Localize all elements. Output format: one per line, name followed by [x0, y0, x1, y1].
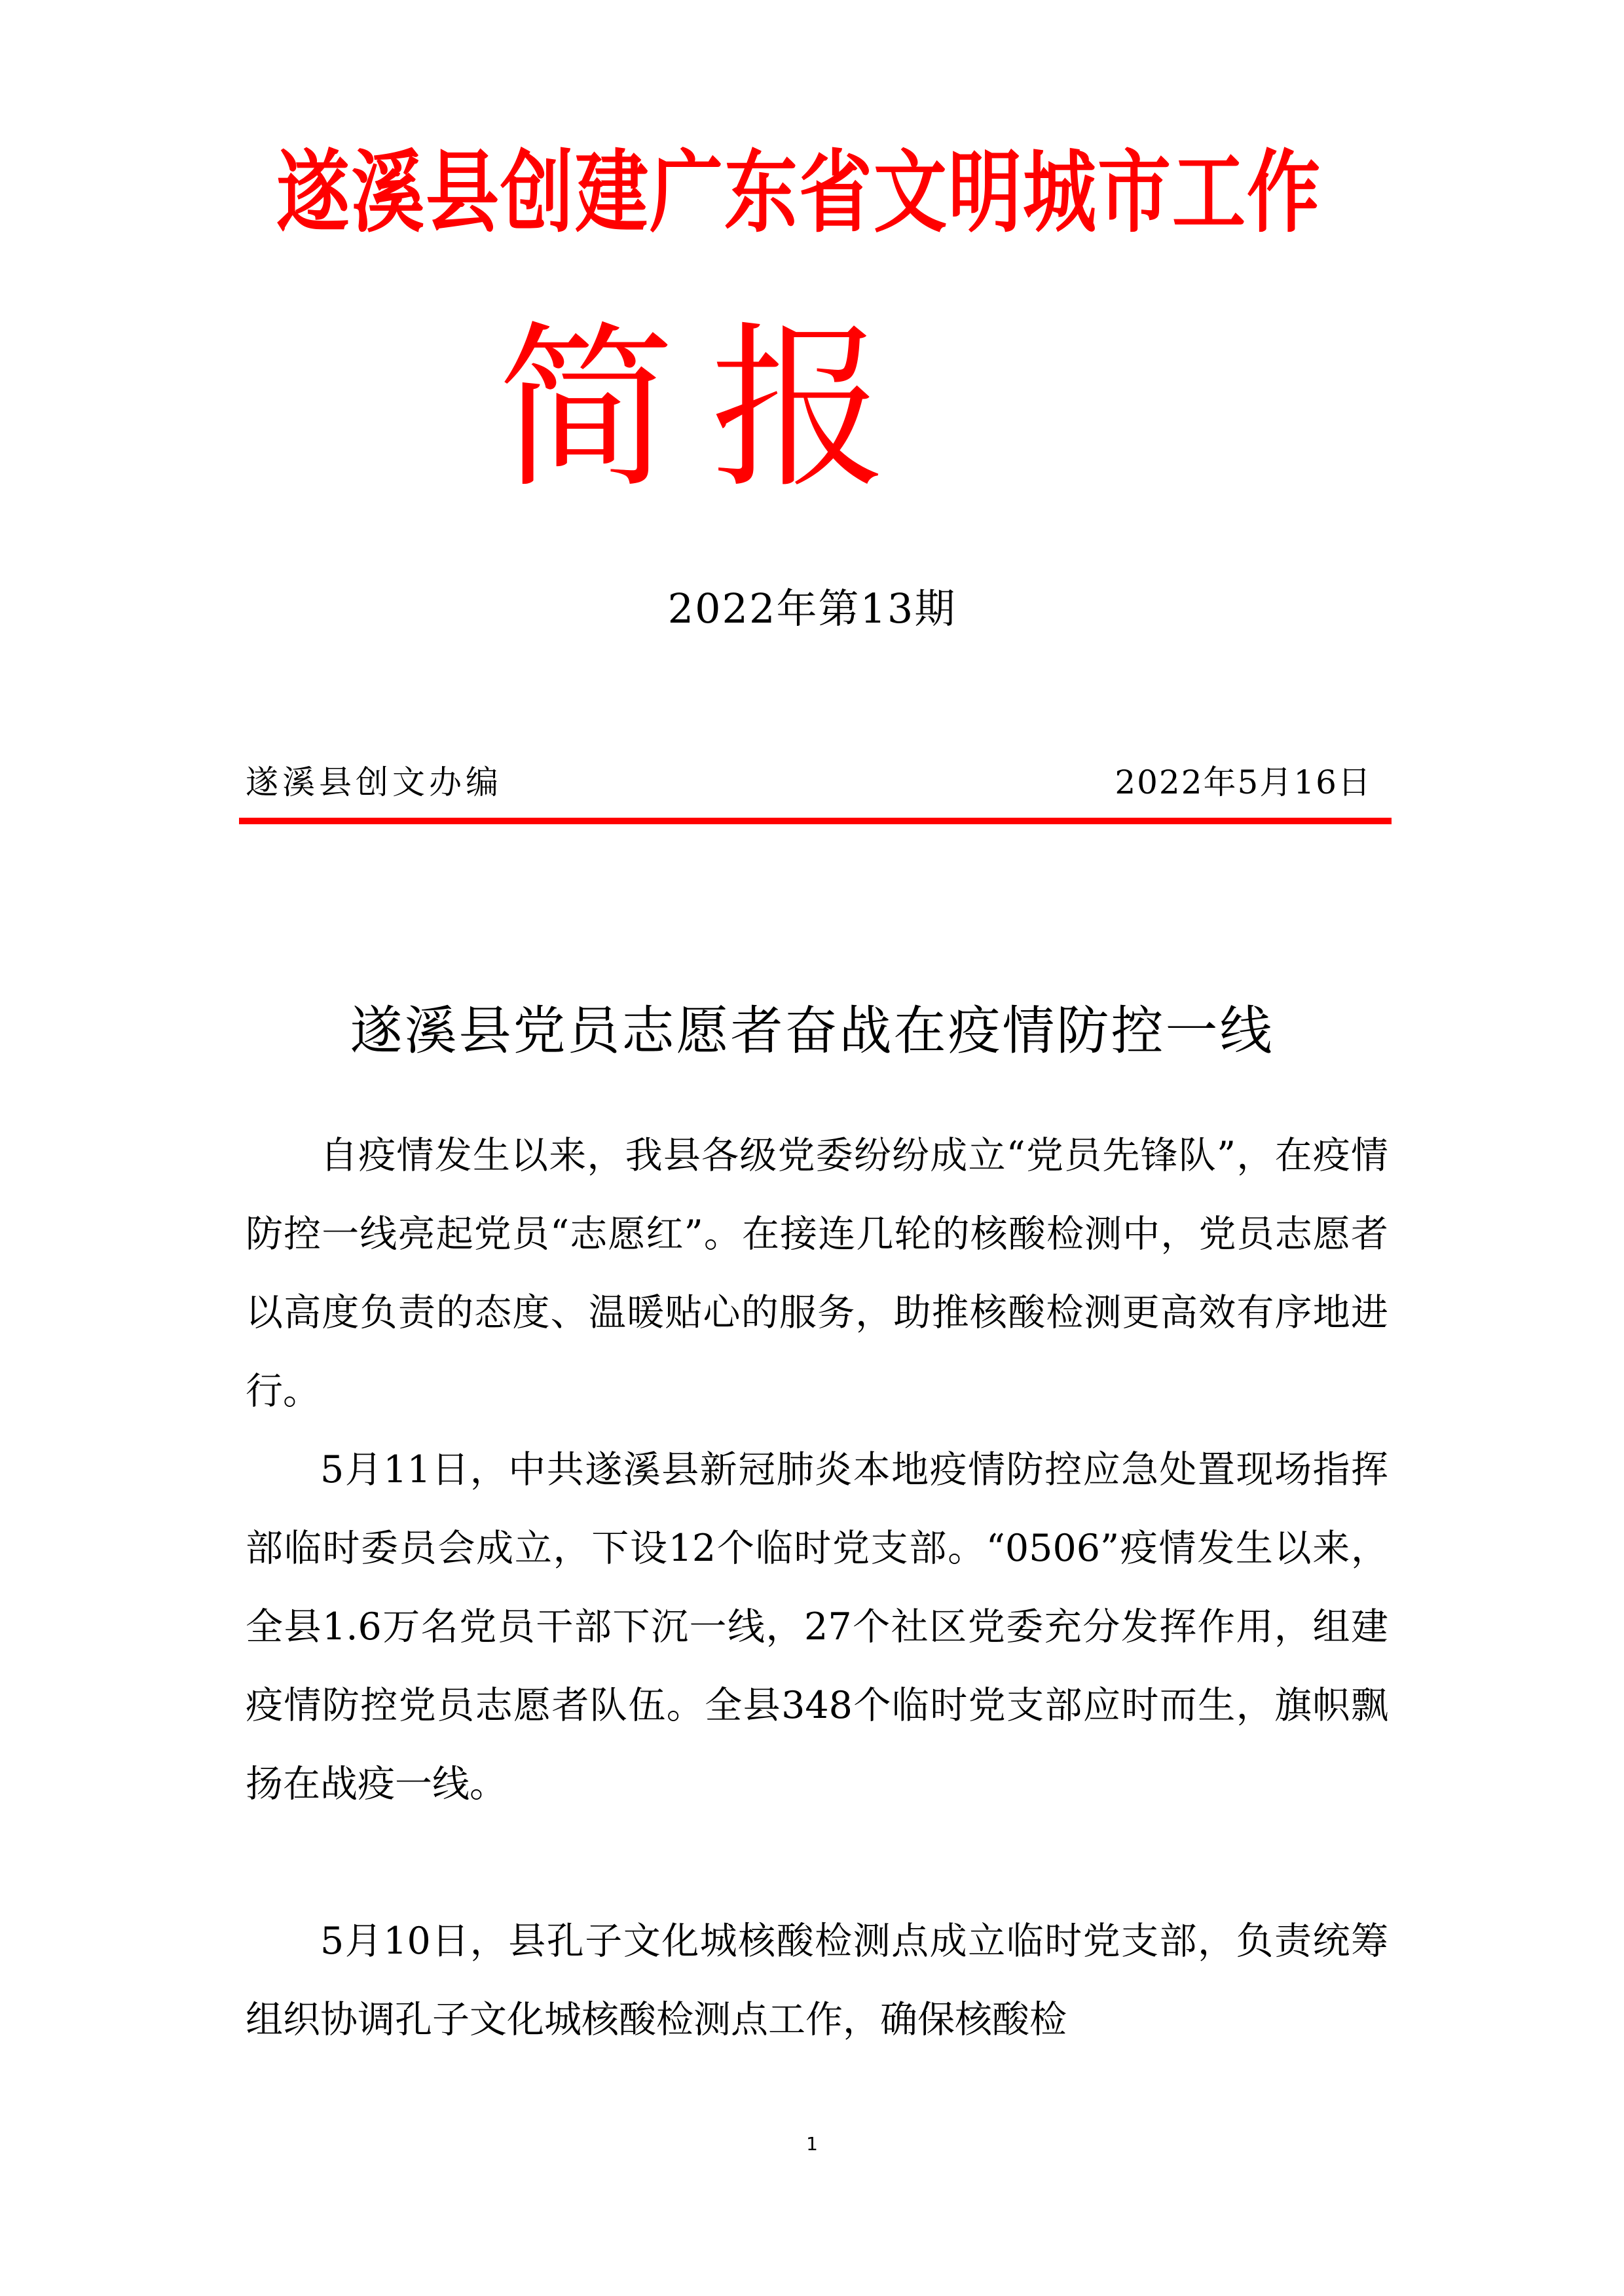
article-paragraph-3 [246, 1902, 1388, 2059]
masthead-title: 遂溪县创建广东省文明城市工作 [276, 141, 1321, 246]
article-title: 遂溪县党员志愿者奋战在疫情防控一线 [350, 1000, 1274, 1061]
article-paragraph-2 [246, 1430, 1388, 1823]
paragraph-text: 5月11日，中共遂溪县新冠肺炎本地疫情防控应急处置现场指挥部临时委员会成立，下设12个临时党支部。“0506”疫情发生以来，全县1.6万名党员干部下沉一线，27个社区党委充分发挥作用，组建疫情防控党员志愿者队伍。全县348个临时党支部应时而生，旗帜飘扬在战疫一线。 [246, 1448, 1388, 1806]
red-divider [239, 818, 1392, 824]
paragraph-text: 5月10日，县孔子文化城核酸检测点成立临时党支部，负责统筹组织协调孔子文化城核酸检测点工作，确保核酸检 [246, 1920, 1388, 2041]
issue-number: 2022年第13期 [667, 585, 957, 632]
brief-char-bao: 报 [710, 306, 887, 512]
page-number: 1 [806, 2133, 818, 2155]
publisher: 遂溪县创文办编 [246, 763, 502, 801]
article-paragraph-1 [246, 1116, 1388, 1430]
paragraph-text: 自疫情发生以来，我县各级党委纷纷成立“党员先锋队”，在疫情防控一线亮起党员“志愿红”。在接连几轮的核酸检测中，党员志愿者以高度负责的态度、温暖贴心的服务，助推核酸检测更高效有序地进行。 [246, 1134, 1388, 1413]
brief-char-jian: 简 [498, 306, 674, 512]
publish-date: 2022年5月16日 [1115, 763, 1372, 801]
